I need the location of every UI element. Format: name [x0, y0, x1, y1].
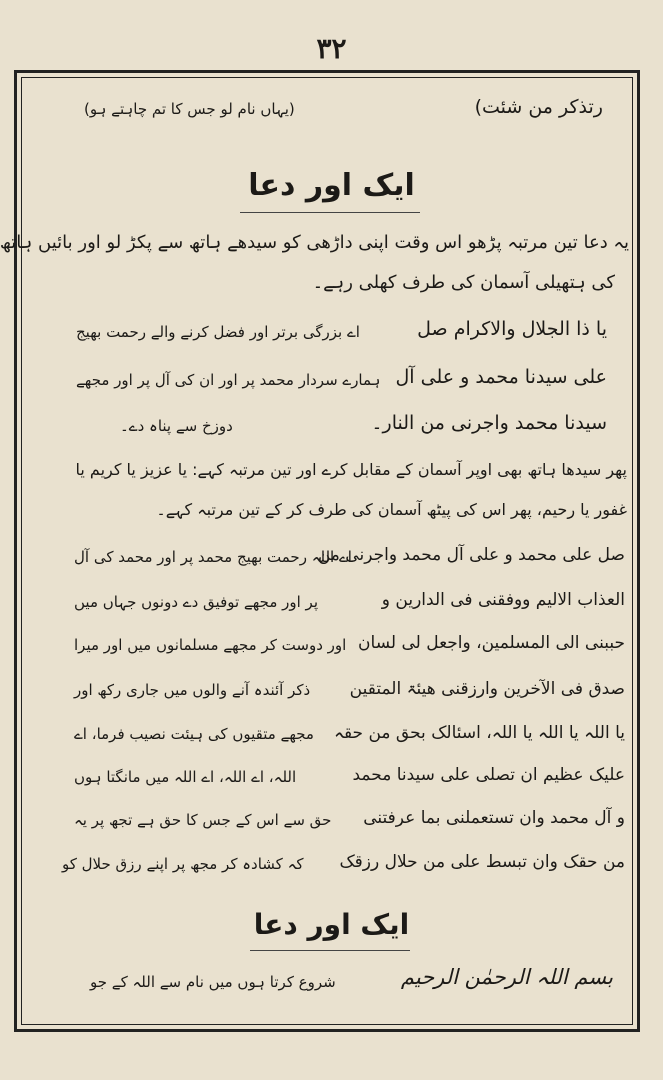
- instruction-line-2: غفور یا رحیم، پھر اس کی پیٹھ آسمان کی طرف کر کے تین مرتبہ کہے۔: [156, 500, 627, 519]
- dua-urdu-1: اے بزرگی برتر اور فضل کرنے والے رحمت بھیج: [76, 323, 360, 341]
- title2-rule: [250, 950, 410, 951]
- page-number: ۳۲: [316, 32, 347, 65]
- dua2-urdu-1: اے اللہ رحمت بھیج محمد پر اور محمد کی آل: [74, 548, 352, 566]
- dua2-urdu-6: اللہ، اے اللہ، اے اللہ میں مانگتا ہوں: [74, 768, 297, 786]
- dua2-arabic-5: یا اللہ یا اللہ یا اللہ، اسئالک بحق من حقہ: [333, 723, 625, 743]
- instruction-line-1: پھر سیدھا ہاتھ بھی اوپر آسمان کے مقابل کرے اور تین مرتبہ کہے: یا عزیز یا کریم یا: [75, 460, 627, 479]
- dua2-arabic-6: علیک عظیم ان تصلی علی سیدنا محمد: [352, 765, 625, 785]
- dua2-urdu-3: اور دوست کر مجھے مسلمانوں میں اور میرا: [74, 636, 347, 654]
- dua-urdu-2: ہمارے سردار محمد پر اور ان کی آل پر اور مجھے: [76, 371, 381, 389]
- dua2-urdu-5: مجھے متقیوں کی ہیئت نصیب فرما، اے: [74, 725, 314, 743]
- dua2-arabic-7: و آل محمد وان تستعملنی بما عرفتنی: [363, 808, 625, 828]
- bismillah: بسم اللہ الرحمٰن الرحیم: [400, 965, 613, 989]
- intro-line-2: کی ہتھیلی آسمان کی طرف کھلی رہے۔: [312, 272, 615, 293]
- dua-arabic-2: علی سیدنا محمد و علی آل: [395, 366, 607, 388]
- header-right-title: رتذکر من شئت): [474, 96, 603, 118]
- dua2-urdu-7: حق سے اس کے جس کا حق ہے تجھ پر یہ: [74, 811, 332, 829]
- title-rule: [240, 212, 420, 213]
- dua2-arabic-2: العذاب الالیم ووفقنی فی الدارین و: [381, 590, 625, 610]
- dua2-arabic-4: صدق فی الآخرین وارزقنی ھیئۃ المتقین: [349, 679, 625, 699]
- dua2-arabic-8: من حقک وان تبسط علی من حلال رزقک: [339, 852, 625, 872]
- bismillah-translation: شروع کرتا ہوں میں نام سے اللہ کے جو: [90, 973, 336, 991]
- dua2-urdu-2: پر اور مجھے توفیق دے دونوں جہاں میں: [74, 593, 318, 611]
- section2-title: ایک اور دعا: [253, 908, 410, 941]
- dua-arabic-1: یا ذا الجلال والاکرام صل: [417, 318, 607, 340]
- intro-line-1: یہ دعا تین مرتبہ پڑھو اس وقت اپنی داڑھی کو سیدھے ہاتھ سے پکڑ لو اور بائیں ہاتھ: [0, 232, 629, 253]
- dua2-arabic-3: حببنی الی المسلمین، واجعل لی لسان: [358, 633, 625, 653]
- dua2-urdu-8: کہ کشادہ کر مجھ پر اپنے رزق حلال کو: [62, 855, 304, 873]
- dua2-arabic-1: صل علی محمد و علی آل محمد واجرنی من: [317, 545, 625, 565]
- dua-arabic-3: سیدنا محمد واجرنی من النار۔: [371, 412, 607, 434]
- dua2-urdu-4: ذکر آئندہ آنے والوں میں جاری رکھ اور: [74, 681, 311, 699]
- dua-urdu-3: دوزخ سے پناہ دے۔: [120, 417, 233, 435]
- section1-title: ایک اور دعا: [248, 168, 415, 203]
- header-left-note: (یہاں نام لو جس کا تم چاہتے ہو): [84, 100, 295, 118]
